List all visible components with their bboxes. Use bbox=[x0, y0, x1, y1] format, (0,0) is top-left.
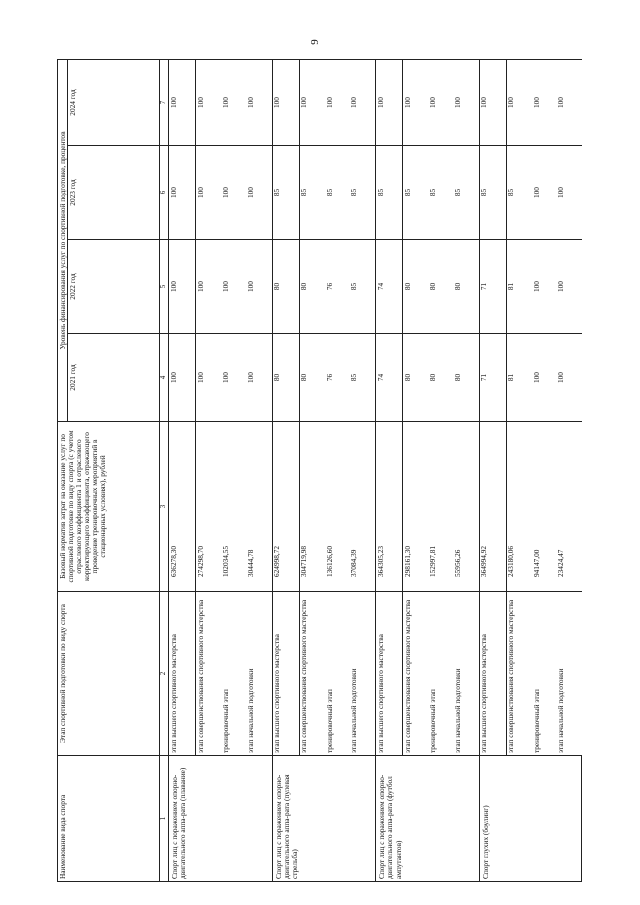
percent-2023-cell: 85 bbox=[506, 146, 532, 240]
sport-name-cell: Спорт лиц с поражением опорно-двигательного аппа-рата (плавание) bbox=[169, 756, 273, 882]
percent-2023-cell: 100 bbox=[169, 146, 196, 240]
percent-2023-cell: 85 bbox=[325, 146, 350, 240]
percent-2022-cell: 85 bbox=[350, 240, 376, 334]
percent-2022-cell: 80 bbox=[403, 240, 429, 334]
norm-cell: 23424,47 bbox=[557, 422, 582, 592]
percent-2021-cell: 100 bbox=[557, 334, 582, 422]
percent-2023-cell: 85 bbox=[272, 146, 299, 240]
stage-cell: этап совершенствования спортивного мастерства bbox=[506, 592, 532, 756]
percent-2022-cell: 100 bbox=[169, 240, 196, 334]
stage-cell: этап совершенствования спортивного мастерства bbox=[196, 592, 222, 756]
percent-2021-cell: 71 bbox=[479, 334, 506, 422]
stage-cell: этап высшего спортивного мастерства bbox=[376, 592, 403, 756]
percent-2021-cell: 100 bbox=[196, 334, 222, 422]
percent-2022-cell: 100 bbox=[196, 240, 222, 334]
percent-2024-cell: 100 bbox=[299, 60, 325, 146]
col-number-1: 1 bbox=[160, 756, 169, 882]
stage-cell: этап начальной подготовки bbox=[557, 592, 582, 756]
percent-2024-cell: 100 bbox=[506, 60, 532, 146]
percent-2021-cell: 100 bbox=[169, 334, 196, 422]
norm-cell: 636278,30 bbox=[169, 422, 196, 592]
percent-2023-cell: 85 bbox=[376, 146, 403, 240]
percent-2023-cell: 85 bbox=[429, 146, 454, 240]
header-sport-name: Наименование вида спорта bbox=[58, 756, 160, 882]
header-norm: Базовый норматив затрат на оказание услуг по спортивной подготовке по виду спорта (с учетом отраслевого коэффициента 1 и отраслевого корректирующего коэффициента, отражающего проведение тренировочных мероприятий в стационарных условиях), рублей bbox=[58, 422, 160, 592]
table-row bbox=[272, 60, 299, 882]
percent-2024-cell: 100 bbox=[453, 60, 479, 146]
header-row-1 bbox=[58, 60, 68, 882]
header-year-2022: 2022 год bbox=[68, 240, 160, 334]
percent-2021-cell: 76 bbox=[325, 334, 350, 422]
norm-cell: 274298,70 bbox=[196, 422, 222, 592]
header-year-2024: 2024 год bbox=[68, 60, 160, 146]
percent-2022-cell: 100 bbox=[222, 240, 247, 334]
stage-cell: этап начальной подготовки bbox=[453, 592, 479, 756]
percent-2022-cell: 76 bbox=[325, 240, 350, 334]
percent-2021-cell: 100 bbox=[246, 334, 272, 422]
percent-2023-cell: 85 bbox=[453, 146, 479, 240]
percent-2022-cell: 81 bbox=[506, 240, 532, 334]
percent-2022-cell: 80 bbox=[299, 240, 325, 334]
percent-2022-cell: 71 bbox=[479, 240, 506, 334]
norm-cell: 30444,78 bbox=[246, 422, 272, 592]
norm-cell: 55956,26 bbox=[453, 422, 479, 592]
stage-cell: этап высшего спортивного мастерства bbox=[272, 592, 299, 756]
percent-2022-cell: 100 bbox=[532, 240, 557, 334]
stage-cell: этап совершенствования спортивного мастерства bbox=[403, 592, 429, 756]
percent-2021-cell: 74 bbox=[376, 334, 403, 422]
percent-2024-cell: 100 bbox=[350, 60, 376, 146]
percent-2021-cell: 80 bbox=[453, 334, 479, 422]
rotated-table-container bbox=[57, 60, 582, 882]
percent-2021-cell: 100 bbox=[532, 334, 557, 422]
col-number-5: 5 bbox=[160, 240, 169, 334]
table-row bbox=[169, 60, 196, 882]
stage-cell: этап высшего спортивного мастерства bbox=[169, 592, 196, 756]
header-stage: Этап спортивной подготовки по виду спорта bbox=[58, 592, 160, 756]
table-row bbox=[376, 60, 403, 882]
financing-table bbox=[57, 59, 582, 882]
percent-2021-cell: 81 bbox=[506, 334, 532, 422]
stage-cell: этап высшего спортивного мастерства bbox=[479, 592, 506, 756]
percent-2022-cell: 74 bbox=[376, 240, 403, 334]
percent-2024-cell: 100 bbox=[429, 60, 454, 146]
sport-name-cell: Спорт лиц с поражением опорно-двигательного аппа-рата (пулевая стрельба) bbox=[272, 756, 376, 882]
stage-cell: тренировочный этап bbox=[532, 592, 557, 756]
col-number-4: 4 bbox=[160, 334, 169, 422]
percent-2024-cell: 100 bbox=[246, 60, 272, 146]
stage-cell: тренировочный этап bbox=[325, 592, 350, 756]
percent-2022-cell: 80 bbox=[272, 240, 299, 334]
percent-2024-cell: 100 bbox=[376, 60, 403, 146]
norm-cell: 102034,55 bbox=[222, 422, 247, 592]
percent-2021-cell: 100 bbox=[222, 334, 247, 422]
percent-2022-cell: 100 bbox=[246, 240, 272, 334]
percent-2023-cell: 100 bbox=[222, 146, 247, 240]
percent-2023-cell: 100 bbox=[246, 146, 272, 240]
norm-cell: 94147,00 bbox=[532, 422, 557, 592]
header-year-2023: 2023 год bbox=[68, 146, 160, 240]
stage-cell: тренировочный этап bbox=[429, 592, 454, 756]
percent-2023-cell: 85 bbox=[299, 146, 325, 240]
percent-2021-cell: 80 bbox=[429, 334, 454, 422]
percent-2022-cell: 80 bbox=[429, 240, 454, 334]
percent-2022-cell: 80 bbox=[453, 240, 479, 334]
percent-2021-cell: 80 bbox=[299, 334, 325, 422]
col-number-2: 2 bbox=[160, 592, 169, 756]
percent-2021-cell: 80 bbox=[272, 334, 299, 422]
percent-2024-cell: 100 bbox=[169, 60, 196, 146]
stage-cell: этап совершенствования спортивного мастерства bbox=[299, 592, 325, 756]
table-row bbox=[479, 60, 506, 882]
norm-cell: 304719,98 bbox=[299, 422, 325, 592]
header-level-title: Уровень финансирования услуг по спортивной подготовке, процентов bbox=[58, 60, 68, 422]
percent-2024-cell: 100 bbox=[222, 60, 247, 146]
norm-cell: 624998,72 bbox=[272, 422, 299, 592]
percent-2023-cell: 100 bbox=[532, 146, 557, 240]
percent-2023-cell: 85 bbox=[403, 146, 429, 240]
percent-2024-cell: 100 bbox=[196, 60, 222, 146]
stage-cell: этап начальной подготовки bbox=[350, 592, 376, 756]
percent-2024-cell: 100 bbox=[532, 60, 557, 146]
percent-2021-cell: 80 bbox=[403, 334, 429, 422]
percent-2024-cell: 100 bbox=[272, 60, 299, 146]
header-year-2021: 2021 год bbox=[68, 334, 160, 422]
col-number-6: 6 bbox=[160, 146, 169, 240]
stage-cell: этап начальной подготовки bbox=[246, 592, 272, 756]
norm-cell: 152997,81 bbox=[429, 422, 454, 592]
norm-cell: 364994,92 bbox=[479, 422, 506, 592]
sport-name-cell: Спорт глухих (боулинг) bbox=[479, 756, 581, 882]
percent-2023-cell: 100 bbox=[557, 146, 582, 240]
stage-cell: тренировочный этап bbox=[222, 592, 247, 756]
norm-cell: 243180,06 bbox=[506, 422, 532, 592]
percent-2021-cell: 85 bbox=[350, 334, 376, 422]
norm-cell: 37084,39 bbox=[350, 422, 376, 592]
percent-2023-cell: 100 bbox=[196, 146, 222, 240]
percent-2024-cell: 100 bbox=[325, 60, 350, 146]
percent-2024-cell: 100 bbox=[557, 60, 582, 146]
col-number-7: 7 bbox=[160, 60, 169, 146]
percent-2024-cell: 100 bbox=[403, 60, 429, 146]
percent-2023-cell: 85 bbox=[479, 146, 506, 240]
norm-cell: 364305,23 bbox=[376, 422, 403, 592]
percent-2023-cell: 85 bbox=[350, 146, 376, 240]
percent-2022-cell: 100 bbox=[557, 240, 582, 334]
percent-2024-cell: 100 bbox=[479, 60, 506, 146]
norm-cell: 136126,60 bbox=[325, 422, 350, 592]
col-number-3: 3 bbox=[160, 422, 169, 592]
sport-name-cell: Спорт лиц с поражением опорно-двигательного аппа-рата (футбол ампутантов) bbox=[376, 756, 480, 882]
page-number: 9 bbox=[308, 39, 321, 45]
norm-cell: 298161,30 bbox=[403, 422, 429, 592]
column-numbers-row bbox=[160, 60, 169, 882]
